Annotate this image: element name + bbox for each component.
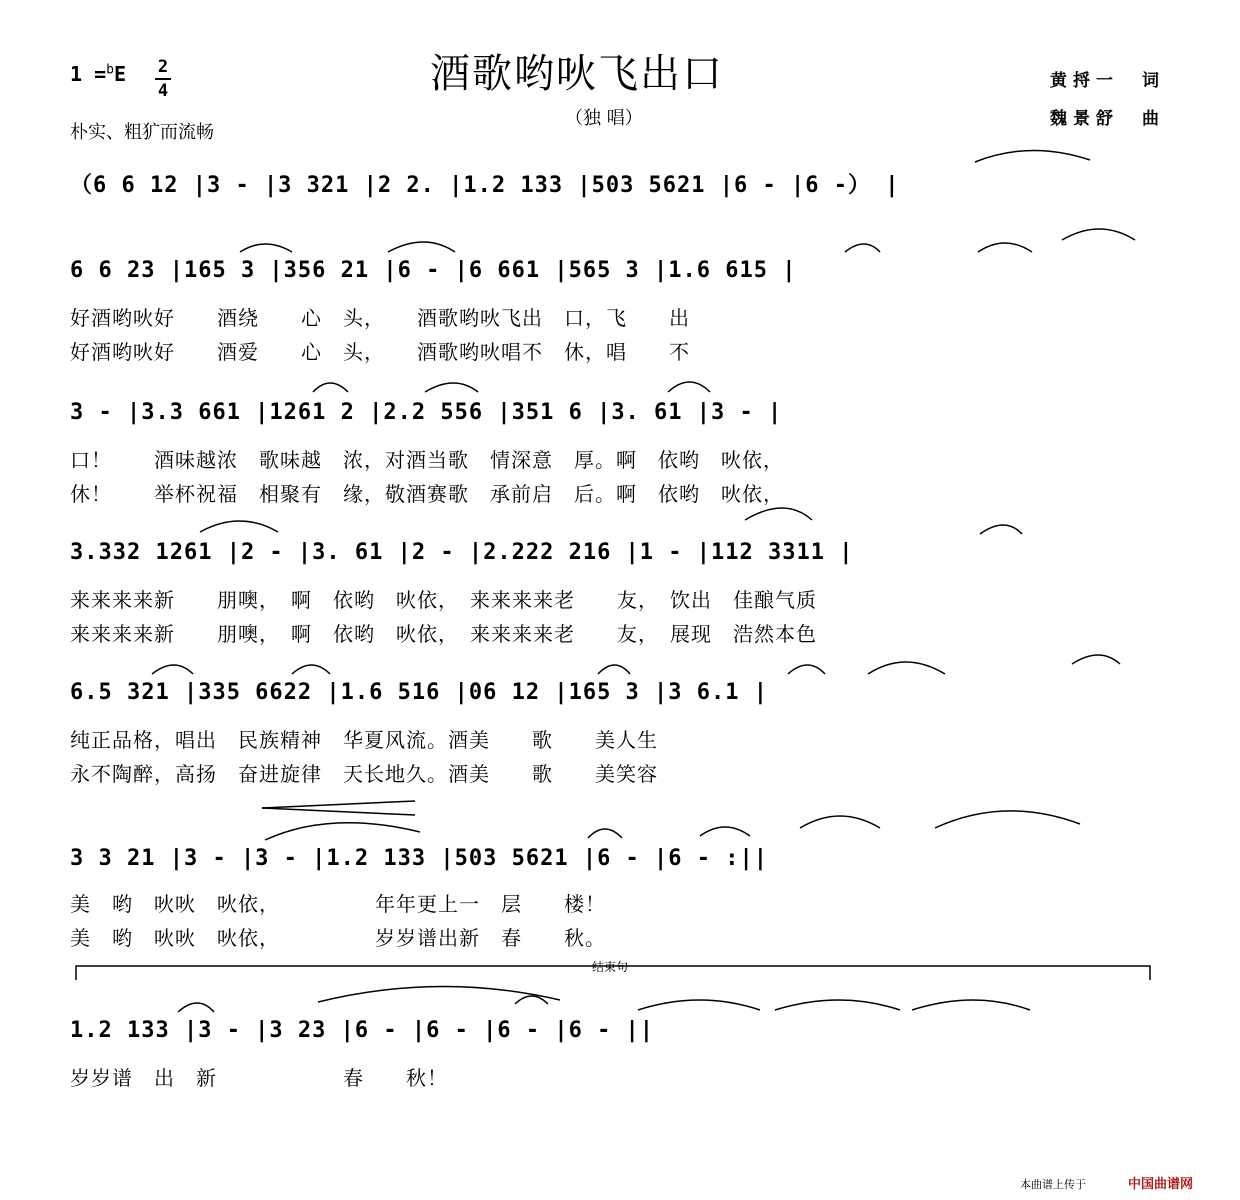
- system-3-lyric-verse-1: 口！ 酒味越浓 歌味越 浓，对酒当歌 情深意 厚。啊 依哟 吙依，: [70, 448, 784, 472]
- tie-slur: [980, 525, 1022, 534]
- tie-slur: [745, 508, 812, 520]
- system-6-lyric-verse-2: 美 哟 吙吙 吙依， 岁岁谱出新 春 秋。: [70, 926, 606, 950]
- tie-slur: [935, 811, 1080, 828]
- tie-slur: [912, 1000, 1030, 1010]
- tie-slur: [178, 1003, 214, 1012]
- system-2-lyric-verse-1: 好酒哟吙好 酒绕 心 头， 酒歌哟吙飞出 口，飞 出: [70, 306, 690, 330]
- tie-slur: [152, 665, 193, 674]
- ending-phrase-label: 结束句: [588, 958, 632, 975]
- tie-slur: [868, 662, 945, 674]
- meter-top: 2: [157, 57, 169, 77]
- tie-slur: [638, 1000, 760, 1010]
- system-6-notes: 3 3 21 |3 - |3 - |1.2 133 |503 5621 |6 - |6 - :||: [70, 846, 769, 871]
- system-5-lyric-verse-1: 纯正品格，唱出 民族精神 华夏风流。酒美 歌 美人生: [70, 728, 658, 752]
- system-5-notes: 6.5 321 |335 6622 |1.6 516 |06 12 |165 3 |3 6.1 |: [70, 680, 769, 705]
- tie-slur: [265, 823, 420, 840]
- tie-slur: [292, 665, 330, 674]
- expression-marking: 朴实、粗犷而流畅: [70, 122, 214, 143]
- lyricist-credit: 黄捋一 词: [1050, 71, 1165, 91]
- tie-slur: [700, 827, 750, 836]
- key-note: E: [113, 62, 126, 86]
- composer-credit: 魏景舒 曲: [1050, 109, 1165, 129]
- system-2-lyric-verse-2: 好酒哟吙好 酒爱 心 头， 酒歌哟吙唱不 休，唱 不: [70, 340, 690, 364]
- key-prefix: 1 =: [70, 62, 107, 86]
- system-7-notes: 1.2 133 |3 - |3 23 |6 - |6 - |6 - |6 - ||: [70, 1018, 655, 1043]
- tie-slur: [978, 243, 1032, 252]
- tie-slur: [845, 244, 880, 252]
- tie-slur: [668, 382, 710, 392]
- tie-slur: [240, 244, 292, 252]
- crescendo-hairpin: [262, 801, 415, 815]
- tie-slur: [313, 383, 348, 392]
- meter-bottom: 4: [157, 81, 169, 101]
- site-logo[interactable]: 中国曲谱网: [1128, 1177, 1194, 1192]
- performance-type: （独 唱）: [565, 108, 643, 129]
- song-title: 酒歌哟吙飞出口: [430, 51, 724, 97]
- tie-slur: [388, 242, 455, 252]
- tie-slur: [788, 665, 825, 674]
- system-7-lyric: 岁岁谱 出 新 春 秋！: [70, 1066, 448, 1090]
- system-4-lyric-verse-2: 来来来来新 朋噢， 啊 依哟 吙依， 来来来来老 友， 展现 浩然本色: [70, 622, 817, 646]
- system-6-lyric-verse-1: 美 哟 吙吙 吙依， 年年更上一 层 楼！: [70, 892, 606, 916]
- ending-bracket: [76, 966, 1150, 980]
- tie-slur: [200, 521, 278, 532]
- system-4-notes: 3.332 1261 |2 - |3. 61 |2 - |2.222 216 |1 - |112 3311 |: [70, 540, 854, 565]
- tie-slur: [515, 996, 548, 1004]
- tie-slur: [1072, 655, 1120, 664]
- system-1-notes: （6 6 12 |3 - |3 321 |2 2. |1.2 133 |503 5621 |6 - |6 -） |: [70, 173, 900, 198]
- system-4-lyric-verse-1: 来来来来新 朋噢， 啊 依哟 吙依， 来来来来老 友， 饮出 佳酿气质: [70, 588, 817, 612]
- tie-slur: [775, 1000, 900, 1010]
- system-5-lyric-verse-2: 永不陶醉，高扬 奋进旋律 天长地久。酒美 歌 美笑容: [70, 762, 658, 786]
- system-3-lyric-verse-2: 休！ 举杯祝福 相聚有 缘，敬酒赛歌 承前启 后。啊 依哟 吙依，: [70, 482, 784, 506]
- system-3-notes: 3 - |3.3 661 |1261 2 |2.2 556 |351 6 |3. 61 |3 - |: [70, 400, 783, 425]
- system-2-notes: 6 6 23 |165 3 |356 21 |6 - |6 661 |565 3 |1.6 615 |: [70, 258, 797, 283]
- tie-slur: [598, 665, 630, 674]
- tie-slur: [318, 986, 560, 1002]
- tie-slur: [800, 816, 880, 828]
- tie-slur: [975, 150, 1090, 162]
- tie-slur: [1062, 229, 1135, 240]
- tie-slur: [588, 829, 622, 838]
- tie-slur: [425, 383, 478, 392]
- flat-sign: b: [106, 62, 114, 78]
- upload-note: 本曲谱上传于: [1020, 1178, 1086, 1191]
